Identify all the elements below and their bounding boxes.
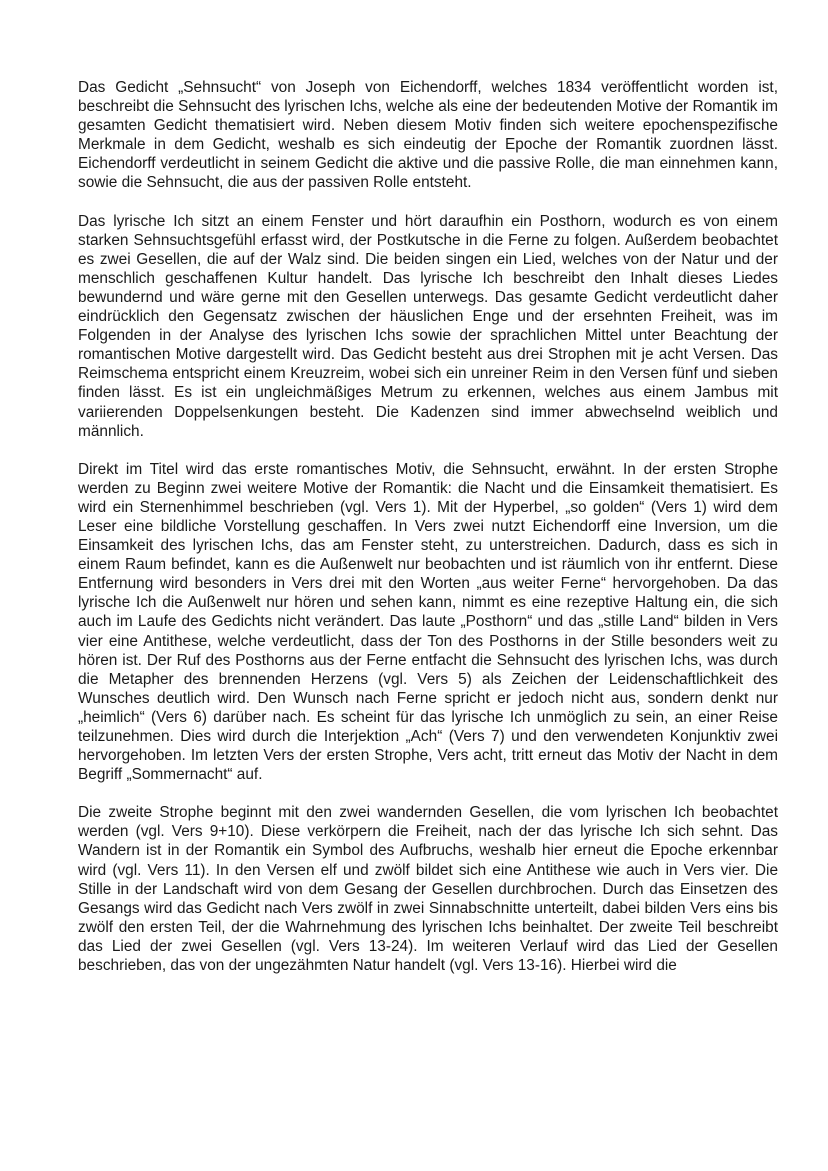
paragraph-first-stanza-analysis: Direkt im Titel wird das erste romantisches Motiv, die Sehnsucht, erwähnt. In der ersten Strophe werden zu Beginn zwei weitere Motive der Romantik: die Nacht und die Einsamkeit thematisiert. Es wird ein Sternenhimmel beschrieben (vgl. Vers 1). Mit der Hyperbel, „so golden“ (Vers 1) wird dem Leser eine bildliche Vorstellung geschaffen. In Vers zwei nutzt Eichendorff eine Inversion, um die Einsamkeit des lyrischen Ichs, das am Fenster steht, zu unterstreichen. Dadurch, dass es sich in einem Raum befindet, kann es die Außenwelt nur beobachten und ist räumlich von ihr entfernt. Diese Entfernung wird besonders in Vers drei mit den Worten „aus weiter Ferne“ hervorgehoben. Da das lyrische Ich die Außenwelt nur hören und sehen kann, nimmt es eine rezeptive Haltung ein, die sich auch im Laufe des Gedichts nicht verändert. Das laute „Posthorn“ und das „stille Land“ bilden in Vers vier eine Antithese, welche verdeutlicht, dass der Ton des Posthorns in der Stille besonders weit zu hören ist. Der Ruf des Posthorns aus der Ferne entfacht die Sehnsucht des lyrischen Ichs, was durch die Metapher des brennenden Herzens (vgl. Vers 5) als Zeichen der Leidenschaftlichkeit des Wunsches deutlich wird. Den Wunsch nach Ferne spricht er jedoch nicht aus, sondern denkt nur „heimlich“ (Vers 6) darüber nach. Es scheint für das lyrische Ich unmöglich zu sein, an einer Reise teilzunehmen. Dies wird durch die Interjektion „Ach“ (Vers 7) und den verwendeten Konjunktiv zwei hervorgehoben. Im letzten Vers der ersten Strophe, Vers acht, tritt erneut das Motiv der Nacht in dem Begriff „Sommernacht“ auf. — [78, 460, 778, 784]
paragraph-content-summary: Das lyrische Ich sitzt an einem Fenster und hört daraufhin ein Posthorn, wodurch es von einem starken Sehnsuchtsgefühl erfasst wird, der Postkutsche in die Ferne zu folgen. Außerdem beobachtet es zwei Gesellen, die auf der Walz sind. Die beiden singen ein Lied, welches von der Natur und der menschlich geschaffenen Kultur handelt. Das lyrische Ich beschreibt den Inhalt dieses Liedes bewundernd und wäre gerne mit den Gesellen unterwegs. Das gesamte Gedicht verdeutlicht daher eindrücklich den Gegensatz zwischen der häuslichen Enge und der ersehnten Freiheit, was im Folgenden in der Analyse des lyrischen Ichs sowie der sprachlichen Mittel unter Beachtung der romantischen Motive dargestellt wird. Das Gedicht besteht aus drei Strophen mit je acht Versen. Das Reimschema entspricht einem Kreuzreim, wobei sich ein unreiner Reim in den Versen fünf und sieben finden lässt. Es ist ein ungleichmäßiges Metrum zu erkennen, welches aus einem Jambus mit variierenden Doppelsenkungen besteht. Die Kadenzen sind immer abwechselnd weiblich und männlich. — [78, 212, 778, 440]
paragraph-second-stanza-analysis: Die zweite Strophe beginnt mit den zwei wandernden Gesellen, die vom lyrischen Ich beobachtet werden (vgl. Vers 9+10). Diese verkörpern die Freiheit, nach der das lyrische Ich sich sehnt. Das Wandern ist in der Romantik ein Symbol des Aufbruchs, weshalb hier erneut die Epoche erkennbar wird (vgl. Vers 11). In den Versen elf und zwölf bildet sich eine Antithese wie auch in Vers vier. Die Stille in der Landschaft wird von dem Gesang der Gesellen durchbrochen. Durch das Einsetzen des Gesangs wird das Gedicht nach Vers zwölf in zwei Sinnabschnitte unterteilt, dabei bilden Vers eins bis zwölf den ersten Teil, der die Wahrnehmung des lyrischen Ichs beinhaltet. Der zweite Teil beschreibt das Lied der zwei Gesellen (vgl. Vers 13-24). Im weiteren Verlauf wird das Lied der Gesellen beschrieben, das von der ungezähmten Natur handelt (vgl. Vers 13-16). Hierbei wird die — [78, 804, 778, 975]
paragraph-introduction: Das Gedicht „Sehnsucht“ von Joseph von Eichendorff, welches 1834 veröffentlicht worden ist, beschreibt die Sehnsucht des lyrischen Ichs, welche als eine der bedeutenden Motive der Romantik im gesamten Gedicht thematisiert wird. Neben diesem Motiv finden sich weitere epochenspezifische Merkmale in dem Gedicht, weshalb es sich eindeutig der Epoche der Romantik zuordnen lässt. Eichendorff verdeutlicht in seinem Gedicht die aktive und die passive Rolle, die man einnehmen kann, sowie die Sehnsucht, die aus der passiven Rolle entsteht. — [78, 79, 778, 192]
